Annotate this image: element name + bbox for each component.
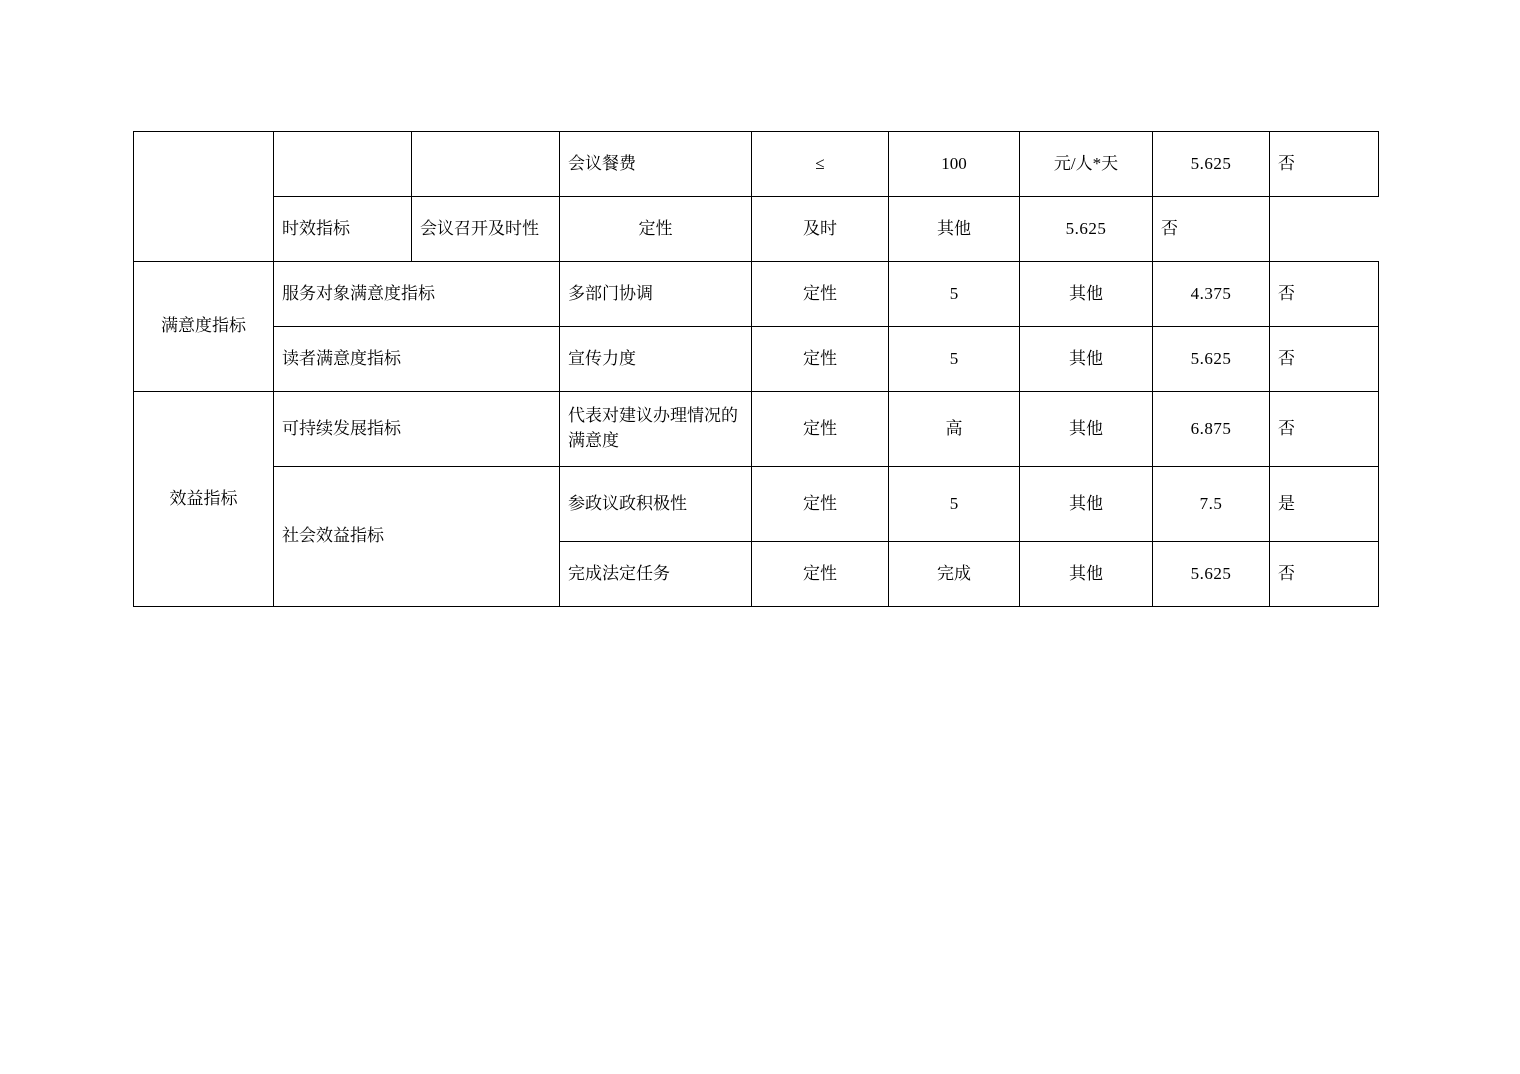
cell-weight: 5.625: [1153, 132, 1270, 197]
cell-weight: 5.625: [1153, 327, 1270, 392]
performance-indicator-table: [133, 131, 1379, 607]
cell-unit: 其他: [1020, 467, 1153, 542]
cell-unit: 其他: [1020, 542, 1153, 607]
cell-subcategory: 社会效益指标: [274, 467, 560, 607]
cell-weight: 5.625: [1153, 542, 1270, 607]
cell-target-value: 高: [889, 392, 1020, 467]
cell-category: 效益指标: [134, 392, 274, 607]
cell-weight: 7.5: [1153, 467, 1270, 542]
cell-subcategory: 可持续发展指标: [274, 392, 560, 467]
cell-subcategory-empty-top: [274, 132, 412, 197]
cell-is-key: 是: [1270, 467, 1379, 542]
cell-indicator-type: 定性: [560, 197, 752, 262]
cell-weight: 6.875: [1153, 392, 1270, 467]
cell-category-empty-top: [134, 132, 274, 262]
cell-indicator-name: 会议召开及时性: [412, 197, 560, 262]
table-row: [134, 327, 1379, 392]
cell-unit: 其他: [1020, 262, 1153, 327]
cell-indicator-name: 多部门协调: [560, 262, 752, 327]
cell-unit: 其他: [1020, 327, 1153, 392]
cell-target-value: 5: [889, 327, 1020, 392]
table-row: [134, 467, 1379, 542]
cell-is-key: 否: [1270, 262, 1379, 327]
cell-is-key: 否: [1270, 542, 1379, 607]
cell-is-key: 否: [1270, 327, 1379, 392]
cell-indicator-group-empty: [412, 132, 560, 197]
cell-indicator-name: 完成法定任务: [560, 542, 752, 607]
cell-target-value: 5: [889, 467, 1020, 542]
cell-indicator-type: ≤: [752, 132, 889, 197]
cell-target-value: 及时: [752, 197, 889, 262]
cell-indicator-name: 宣传力度: [560, 327, 752, 392]
cell-unit: 元/人*天: [1020, 132, 1153, 197]
cell-target-value: 完成: [889, 542, 1020, 607]
cell-indicator-type: 定性: [752, 262, 889, 327]
cell-is-key: 否: [1270, 392, 1379, 467]
cell-is-key: 否: [1153, 197, 1270, 262]
cell-is-key: 否: [1270, 132, 1379, 197]
cell-weight: 5.625: [1020, 197, 1153, 262]
cell-indicator-type: 定性: [752, 542, 889, 607]
cell-weight: 4.375: [1153, 262, 1270, 327]
table-row: [134, 262, 1379, 327]
cell-indicator-type: 定性: [752, 327, 889, 392]
table-row: [134, 392, 1379, 467]
cell-unit: 其他: [1020, 392, 1153, 467]
cell-subcategory: 服务对象满意度指标: [274, 262, 560, 327]
cell-subcategory: 读者满意度指标: [274, 327, 560, 392]
table-row: [134, 132, 1379, 197]
table-row: [134, 197, 1379, 262]
cell-unit: 其他: [889, 197, 1020, 262]
cell-indicator-type: 定性: [752, 392, 889, 467]
cell-category: 满意度指标: [134, 262, 274, 392]
cell-target-value: 5: [889, 262, 1020, 327]
cell-indicator-name: 参政议政积极性: [560, 467, 752, 542]
cell-indicator-name: 会议餐费: [560, 132, 752, 197]
cell-indicator-name: 代表对建议办理情况的满意度: [560, 392, 752, 467]
cell-subcategory: 时效指标: [274, 197, 412, 262]
cell-indicator-type: 定性: [752, 467, 889, 542]
cell-target-value: 100: [889, 132, 1020, 197]
